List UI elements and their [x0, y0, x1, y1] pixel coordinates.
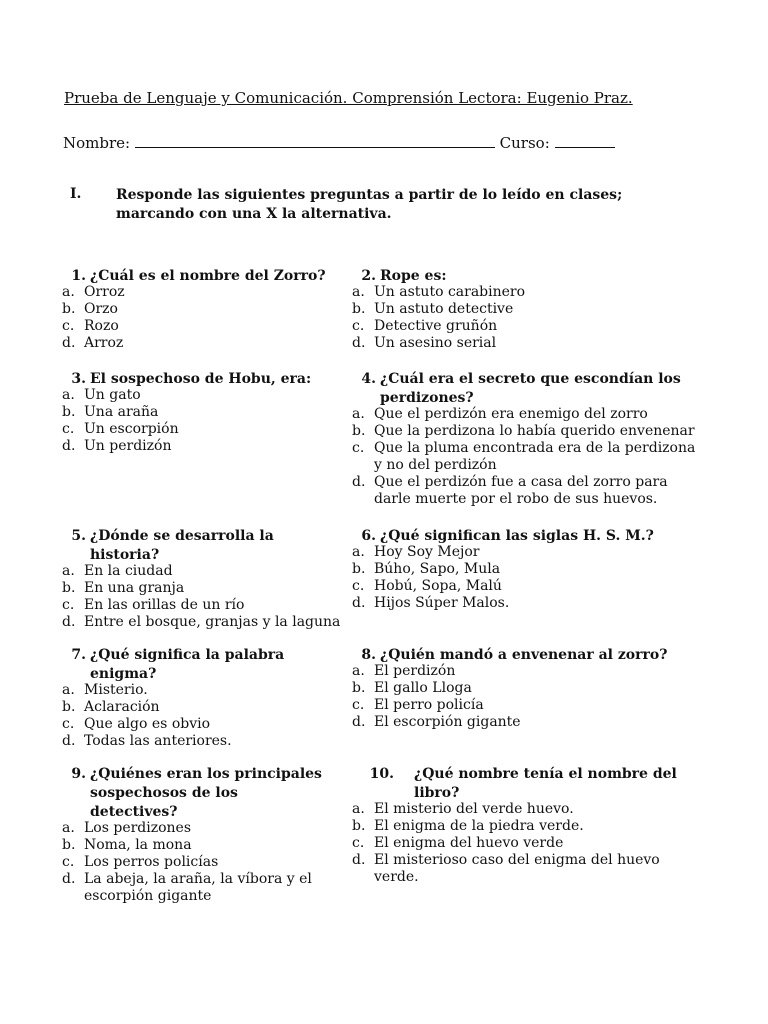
- name-course-row: [63, 133, 615, 152]
- option-text: Hobú, Sopa, Malú: [374, 578, 502, 594]
- question-text: ¿Qué significan las siglas H. S. M.?: [380, 528, 654, 544]
- options-list: [352, 284, 712, 352]
- option-letter: a.: [62, 820, 75, 836]
- question-block: [62, 646, 312, 750]
- option-text: Que la perdizona lo había querido envenenar: [374, 423, 695, 439]
- option-letter: c.: [352, 835, 365, 851]
- option-letter: d.: [352, 474, 366, 490]
- option-letter: d.: [62, 614, 76, 630]
- question-text: El sospechoso de Hobu, era:: [90, 371, 312, 387]
- question-block: [62, 527, 347, 631]
- section-number: I.: [70, 186, 82, 202]
- answer-option[interactable]: [352, 818, 702, 835]
- option-text: Todas las anteriores.: [84, 733, 232, 749]
- option-text: En la ciudad: [84, 563, 173, 579]
- question-block: [352, 527, 702, 612]
- option-text: Detective gruñón: [374, 318, 498, 334]
- options-list: [352, 663, 702, 731]
- option-letter: a.: [62, 563, 75, 579]
- question-number: 1.: [71, 268, 86, 284]
- option-letter: d.: [62, 438, 76, 454]
- option-text: Aclaración: [84, 699, 160, 715]
- question-heading: [62, 646, 312, 684]
- option-text: Un astuto detective: [374, 301, 514, 317]
- answer-option[interactable]: [352, 318, 712, 335]
- answer-option[interactable]: [62, 716, 312, 733]
- option-letter: b.: [62, 580, 76, 596]
- answer-option[interactable]: [352, 697, 702, 714]
- answer-option[interactable]: [62, 563, 347, 580]
- answer-option[interactable]: [352, 335, 712, 352]
- answer-option[interactable]: [352, 801, 702, 818]
- answer-option[interactable]: [352, 714, 702, 731]
- options-list: [352, 406, 702, 508]
- question-text: Rope es:: [380, 268, 447, 284]
- option-letter: c.: [62, 854, 75, 870]
- answer-option[interactable]: [62, 335, 347, 352]
- option-text: El enigma de la piedra verde.: [374, 818, 584, 834]
- option-text: Hijos Súper Malos.: [374, 595, 510, 611]
- answer-option[interactable]: [62, 318, 347, 335]
- option-letter: d.: [352, 595, 366, 611]
- option-letter: b.: [352, 818, 366, 834]
- answer-option[interactable]: [62, 438, 347, 455]
- option-text: Un perdizón: [84, 438, 172, 454]
- option-text: El perdizón: [374, 663, 456, 679]
- option-text: Entre el bosque, granjas y la laguna: [84, 614, 341, 630]
- option-text: Que algo es obvio: [84, 716, 211, 732]
- option-letter: a.: [62, 284, 75, 300]
- answer-option[interactable]: [352, 663, 702, 680]
- option-text: Que el perdizón era enemigo del zorro: [374, 406, 648, 422]
- option-text: Los perdizones: [84, 820, 192, 836]
- options-list: [352, 801, 702, 886]
- question-number: 5.: [71, 528, 86, 544]
- question-heading: [62, 765, 322, 822]
- question-text: ¿Dónde se desarrolla la historia?: [90, 528, 274, 563]
- answer-option[interactable]: [352, 544, 702, 561]
- question-number: 10.: [369, 766, 394, 782]
- nombre-blank-line[interactable]: [135, 133, 495, 148]
- option-letter: b.: [352, 561, 366, 577]
- question-heading: [352, 765, 702, 803]
- curso-label: Curso:: [499, 134, 550, 152]
- question-text: ¿Quiénes eran los principales sospechosos de los detectives?: [90, 766, 322, 820]
- option-text: Orroz: [84, 284, 125, 300]
- option-letter: b.: [62, 404, 76, 420]
- answer-option[interactable]: [62, 733, 312, 750]
- option-text: Noma, la mona: [84, 837, 192, 853]
- answer-option[interactable]: [62, 699, 312, 716]
- option-text: Búho, Sapo, Mula: [374, 561, 501, 577]
- question-block: [62, 370, 347, 455]
- answer-option[interactable]: [352, 284, 712, 301]
- answer-option[interactable]: [352, 852, 702, 886]
- question-number: 2.: [361, 268, 376, 284]
- answer-option[interactable]: [62, 597, 347, 614]
- option-text: Un escorpión: [84, 421, 179, 437]
- answer-option[interactable]: [62, 404, 347, 421]
- option-text: En las orillas de un río: [84, 597, 245, 613]
- answer-option[interactable]: [62, 284, 347, 301]
- option-letter: b.: [352, 680, 366, 696]
- options-list: [62, 284, 347, 352]
- instructions-text: Responde las siguientes preguntas a partir de lo leído en clases; marcando con una X la alternativa.: [116, 187, 623, 222]
- answer-option[interactable]: [352, 474, 702, 508]
- question-block: [352, 765, 702, 886]
- option-letter: d.: [352, 335, 366, 351]
- option-letter: a.: [352, 284, 365, 300]
- option-letter: c.: [62, 318, 75, 334]
- option-letter: c.: [62, 716, 75, 732]
- option-text: En una granja: [84, 580, 185, 596]
- option-letter: d.: [62, 733, 76, 749]
- option-letter: a.: [62, 682, 75, 698]
- option-letter: b.: [62, 301, 76, 317]
- answer-option[interactable]: [62, 682, 312, 699]
- question-heading: [62, 527, 347, 565]
- question-block: [352, 646, 702, 731]
- question-text: ¿Quién mandó a envenenar al zorro?: [380, 647, 668, 663]
- answer-option[interactable]: [352, 578, 702, 595]
- options-list: [62, 387, 347, 455]
- option-letter: c.: [352, 578, 365, 594]
- question-number: 8.: [361, 647, 376, 663]
- options-list: [62, 563, 347, 631]
- question-text: ¿Qué significa la palabra enigma?: [90, 647, 285, 682]
- option-text: Una araña: [84, 404, 159, 420]
- question-text: ¿Cuál es el nombre del Zorro?: [90, 268, 326, 284]
- option-letter: c.: [352, 440, 365, 456]
- answer-option[interactable]: [352, 406, 702, 423]
- option-text: Orzo: [84, 301, 118, 317]
- answer-option[interactable]: [62, 387, 347, 404]
- option-letter: a.: [352, 406, 365, 422]
- option-letter: d.: [62, 335, 76, 351]
- answer-option[interactable]: [352, 423, 702, 440]
- question-number: 6.: [361, 528, 376, 544]
- option-text: Hoy Soy Mejor: [374, 544, 480, 560]
- answer-option[interactable]: [352, 301, 712, 318]
- answer-option[interactable]: [62, 580, 347, 597]
- answer-option[interactable]: [62, 871, 322, 905]
- option-text: Un asesino serial: [374, 335, 497, 351]
- question-text: ¿Cuál era el secreto que escondían los perdizones?: [380, 371, 681, 406]
- option-text: Arroz: [84, 335, 124, 351]
- question-block: [352, 267, 712, 352]
- option-text: Un astuto carabinero: [374, 284, 526, 300]
- option-text: Un gato: [84, 387, 141, 403]
- option-letter: d.: [352, 714, 366, 730]
- option-letter: c.: [352, 318, 365, 334]
- option-text: Que el perdizón fue a casa del zorro para darle muerte por el robo de sus huevos.: [374, 474, 668, 507]
- answer-option[interactable]: [352, 561, 702, 578]
- option-letter: a.: [352, 801, 365, 817]
- option-letter: c.: [62, 421, 75, 437]
- answer-option[interactable]: [352, 595, 702, 612]
- option-text: El perro policía: [374, 697, 484, 713]
- question-block: [352, 370, 702, 508]
- option-text: El enigma del huevo verde: [374, 835, 564, 851]
- answer-option[interactable]: [62, 837, 322, 854]
- answer-option[interactable]: [62, 820, 322, 837]
- question-number: 3.: [71, 371, 86, 387]
- option-text: Rozo: [84, 318, 119, 334]
- option-text: El escorpión gigante: [374, 714, 521, 730]
- answer-option[interactable]: [352, 680, 702, 697]
- option-letter: a.: [62, 387, 75, 403]
- answer-option[interactable]: [62, 421, 347, 438]
- question-number: 7.: [71, 647, 86, 663]
- option-letter: d.: [62, 871, 76, 887]
- page-title: Prueba de Lenguaje y Comunicación. Comprensión Lectora: Eugenio Praz.: [64, 89, 633, 107]
- option-letter: b.: [352, 301, 366, 317]
- question-block: [62, 267, 347, 352]
- option-text: Que la pluma encontrada era de la perdizona y no del perdizón: [374, 440, 696, 473]
- question-number: 4.: [361, 371, 376, 387]
- option-text: El misterio del verde huevo.: [374, 801, 574, 817]
- answer-option[interactable]: [62, 301, 347, 318]
- answer-option[interactable]: [352, 440, 702, 474]
- answer-option[interactable]: [62, 854, 322, 871]
- curso-blank-line[interactable]: [555, 133, 615, 148]
- nombre-label: Nombre:: [63, 134, 131, 152]
- question-text: ¿Qué nombre tenía el nombre del libro?: [414, 766, 677, 801]
- question-number: 9.: [71, 766, 86, 782]
- option-letter: c.: [62, 597, 75, 613]
- option-letter: a.: [352, 544, 365, 560]
- option-letter: b.: [62, 837, 76, 853]
- option-letter: a.: [352, 663, 365, 679]
- option-letter: c.: [352, 697, 365, 713]
- answer-option[interactable]: [62, 614, 347, 631]
- option-text: Misterio.: [84, 682, 148, 698]
- question-block: [62, 765, 322, 905]
- option-letter: d.: [352, 852, 366, 868]
- option-letter: b.: [62, 699, 76, 715]
- option-text: La abeja, la araña, la víbora y el escorpión gigante: [84, 871, 312, 904]
- option-letter: b.: [352, 423, 366, 439]
- option-text: El misterioso caso del enigma del huevo verde.: [374, 852, 660, 885]
- options-list: [62, 682, 312, 750]
- question-heading: [352, 370, 702, 408]
- options-list: [62, 820, 322, 905]
- option-text: El gallo Lloga: [374, 680, 472, 696]
- options-list: [352, 544, 702, 612]
- option-text: Los perros policías: [84, 854, 219, 870]
- answer-option[interactable]: [352, 835, 702, 852]
